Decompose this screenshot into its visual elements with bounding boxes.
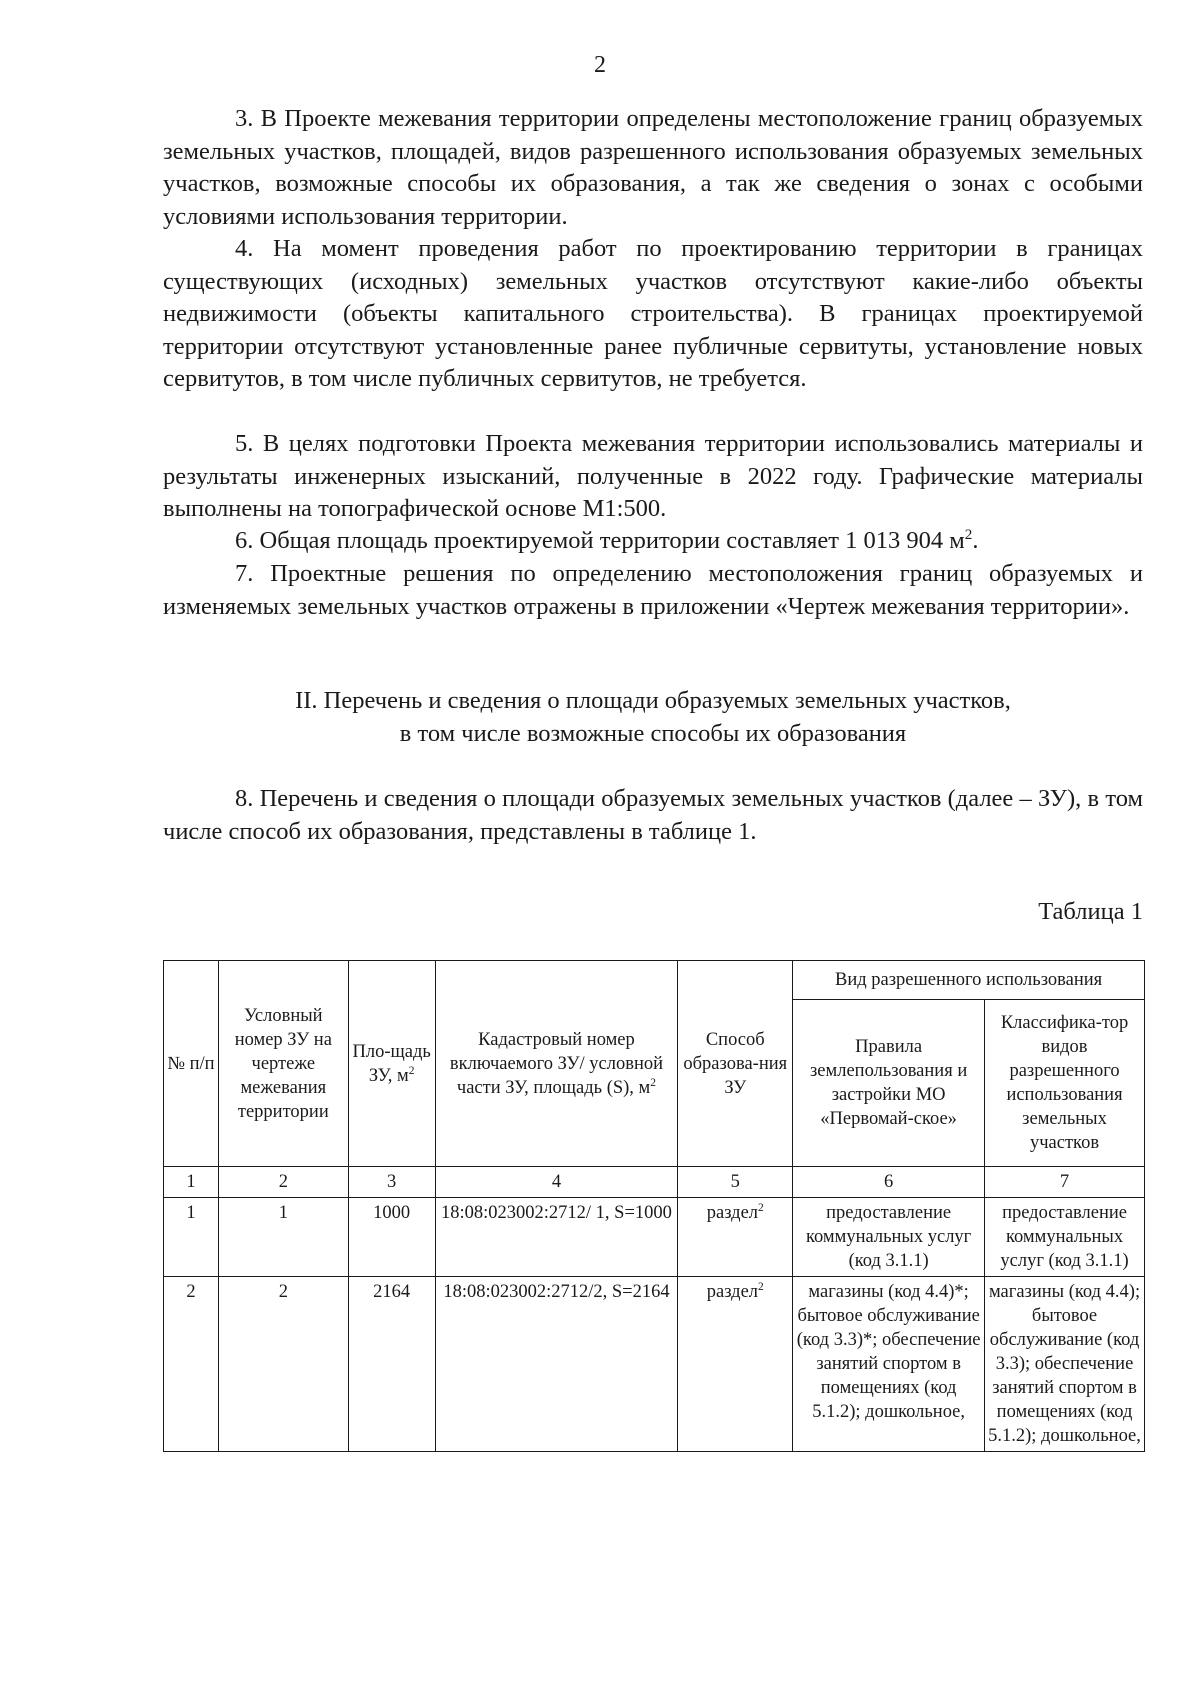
column-number: 6 bbox=[793, 1167, 985, 1198]
paragraph-7: 7. Проектные решения по определению местоположения границ образуемых и изменяемых земельных участков отражены в приложении «Чертеж межевания территории». bbox=[163, 560, 1143, 620]
superscript: 2 bbox=[758, 1280, 764, 1293]
header-rules: Правила землепользования и застройки МО «Первомай-ское» bbox=[793, 1000, 985, 1167]
cell-method-text: раздел bbox=[706, 1203, 759, 1223]
cell-method-text: раздел bbox=[706, 1282, 759, 1302]
cell-method bbox=[678, 1277, 793, 1452]
column-numbers-row bbox=[164, 1167, 1145, 1198]
cell-cadastral: 18:08:023002:2712/2, S=2164 bbox=[435, 1277, 678, 1452]
page-number: 2 bbox=[594, 52, 606, 78]
header-classifier: Классифика-тор видов разрешенного использования земельных участков bbox=[985, 1000, 1145, 1167]
superscript: 2 bbox=[964, 525, 973, 543]
column-number: 1 bbox=[164, 1167, 219, 1198]
table-row bbox=[164, 1198, 1145, 1277]
paragraph-3: 3. В Проекте межевания территории определены местоположение границ образуемых земельных участков, площадей, видов разрешенного использования образуемых земельных участков, возможные способы их образования, а так же сведения о зонах с особыми условиями использования территории. bbox=[163, 105, 1143, 230]
section-title-line-2: в том числе возможные способы их образования bbox=[399, 720, 907, 747]
superscript: 2 bbox=[758, 1201, 764, 1214]
paragraph-4: 4. На момент проведения работ по проектированию территории в границах существующих (исходных) земельных участков отсутствуют какие-либо объекты недвижимости (объекты капитального строительства). В границах проектируемой территории отсутствуют установленные ранее публичные сервитуты, установление новых сервитутов, в том числе публичных сервитутов, не требуется. bbox=[163, 235, 1143, 392]
header-area bbox=[348, 961, 435, 1167]
cell-method bbox=[678, 1198, 793, 1277]
paragraph-6 bbox=[163, 525, 1143, 558]
header-cadastral-text: Кадастровый номер включаемого ЗУ/ условной части ЗУ, площадь (S), м bbox=[449, 1029, 664, 1098]
cell-num: 2 bbox=[164, 1277, 219, 1452]
cell-classifier: предоставление коммунальных услуг (код 3.1.1) bbox=[985, 1198, 1145, 1277]
header-cadastral bbox=[435, 961, 678, 1167]
cell-area: 1000 bbox=[348, 1198, 435, 1277]
table-caption: Таблица 1 bbox=[1038, 898, 1143, 925]
paragraph-5: 5. В целях подготовки Проекта межевания территории использовались материалы и результаты инженерных изысканий, полученные в 2022 году. Графические материалы выполнены на топографической основе М1:500. bbox=[163, 430, 1143, 522]
cell-area: 2164 bbox=[348, 1277, 435, 1452]
paragraph-8: 8. Перечень и сведения о площади образуемых земельных участков (далее – ЗУ), в том числе способ их образования, представлены в таблице 1. bbox=[163, 785, 1143, 845]
cell-cond: 2 bbox=[218, 1277, 348, 1452]
header-method: Способ образова-ния ЗУ bbox=[678, 961, 793, 1167]
cell-rules: предоставление коммунальных услуг (код 3.1.1) bbox=[793, 1198, 985, 1277]
superscript: 2 bbox=[650, 1076, 656, 1089]
cell-rules: магазины (код 4.4)*; бытовое обслуживание (код 3.3)*; обеспечение занятий спортом в помещениях (код 5.1.2); дошкольное, bbox=[793, 1277, 985, 1452]
column-number: 2 bbox=[218, 1167, 348, 1198]
header-use-type: Вид разрешенного использования bbox=[793, 961, 1145, 1000]
column-number: 7 bbox=[985, 1167, 1145, 1198]
header-num: № п/п bbox=[164, 961, 219, 1167]
column-number: 3 bbox=[348, 1167, 435, 1198]
section-title-line-1: II. Перечень и сведения о площади образуемых земельных участков, bbox=[295, 687, 1011, 714]
paragraph-6-end: . bbox=[972, 527, 979, 554]
cell-num: 1 bbox=[164, 1198, 219, 1277]
paragraph-6-text: 6. Общая площадь проектируемой территории составляет 1 013 904 м bbox=[235, 527, 965, 554]
header-cond-number: Условный номер ЗУ на чертеже межевания территории bbox=[218, 961, 348, 1167]
superscript: 2 bbox=[408, 1064, 415, 1077]
table-row bbox=[164, 1277, 1145, 1452]
column-number: 5 bbox=[678, 1167, 793, 1198]
cell-classifier: магазины (код 4.4); бытовое обслуживание (код 3.3); обеспечение занятий спортом в помещениях (код 5.1.2); дошкольное, bbox=[985, 1277, 1145, 1452]
header-area-text: Пло-щадь ЗУ, м bbox=[352, 1041, 431, 1086]
cell-cond: 1 bbox=[218, 1198, 348, 1277]
column-number: 4 bbox=[435, 1167, 678, 1198]
land-plots-table bbox=[163, 960, 1145, 1452]
cell-cadastral: 18:08:023002:2712/ 1, S=1000 bbox=[435, 1198, 678, 1277]
